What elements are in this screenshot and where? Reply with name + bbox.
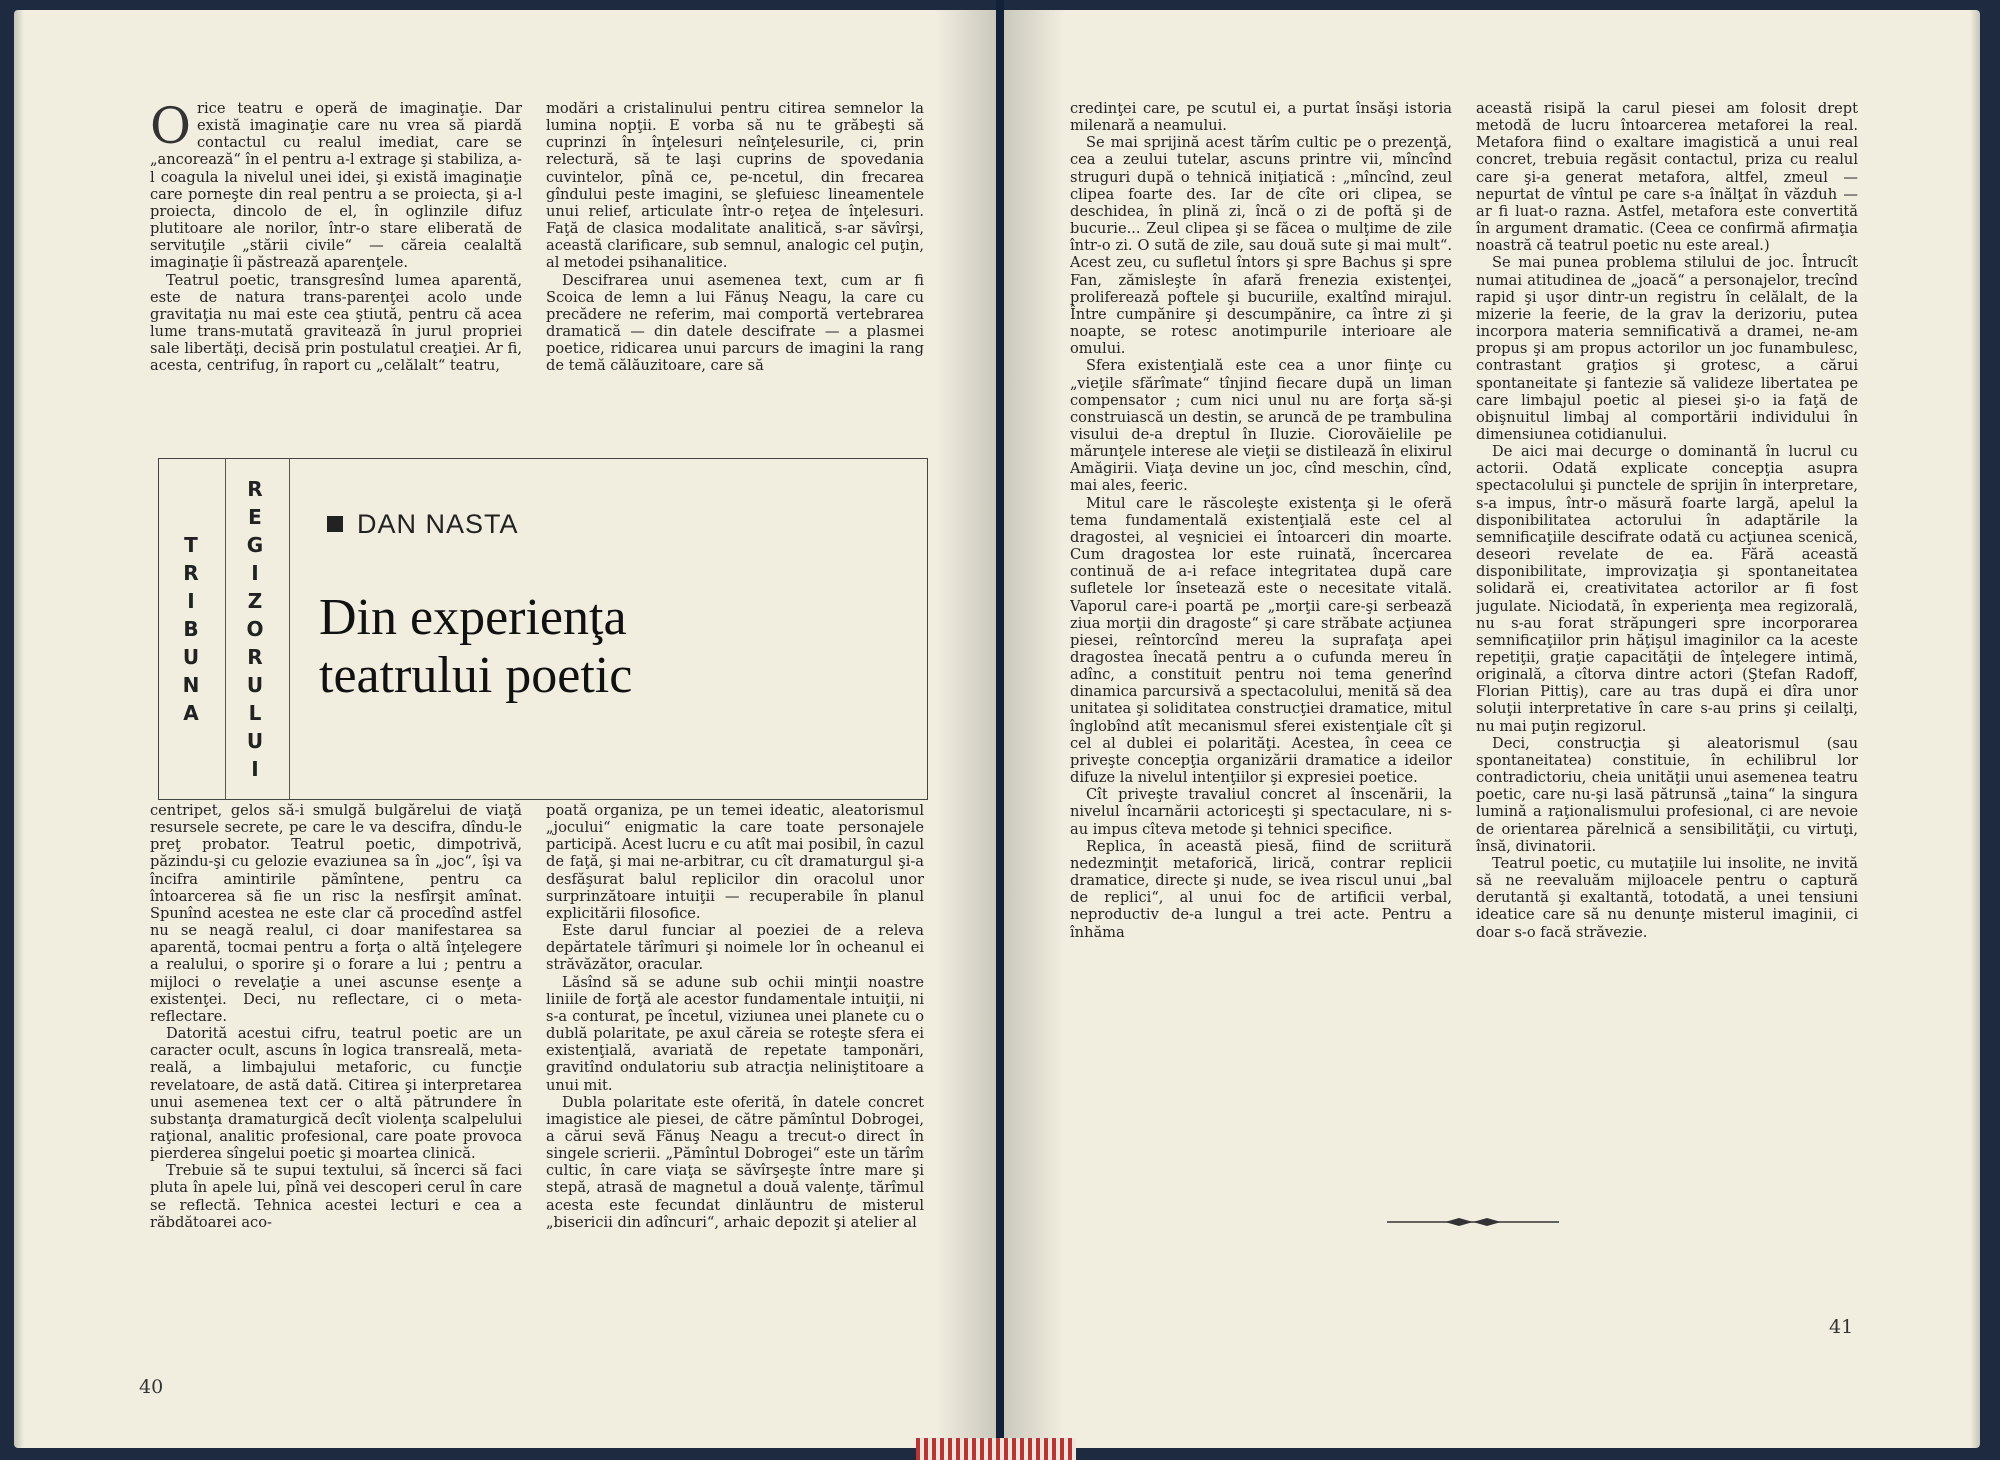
paragraph — [546, 802, 924, 922]
vertical-letter: T — [184, 533, 198, 557]
paragraph — [546, 974, 924, 1094]
vertical-letter: B — [183, 617, 199, 641]
paragraph — [150, 1162, 522, 1231]
drop-cap: O — [150, 100, 191, 155]
author-name-text: DAN NASTA — [357, 509, 519, 539]
page-number-right: 41 — [1829, 1316, 1854, 1338]
paragraph — [1070, 786, 1452, 837]
left-bottom-column-1 — [150, 802, 522, 1350]
paragraph-text: Cît priveşte travaliul concret al înscenării, la nivelul încarnării actoriceşti şi spectaculare, ni s-au impus cîteva metode şi tehnici specifice. — [1070, 786, 1452, 838]
paragraph-text: modări a cristalinului pentru citirea semnelor la lumina nopţii. E vorba să nu te grăbeşti să cuprinzi în înţelesuri neînţelesurile, ci, prin relectură, să te laşi cuprins de spovedania cuvintelor, pînă ce, pe-ncetul, din frecarea gîndului peste imagini, se şlefuiesc lineamentele unui relief, articulate într-o reţea de înţelesuri. Faţă de clasica modalitate analitică, s-ar săvîrşi, această clarificare, sub semnul, analogic cel puţin, al metodei psihanalitice. — [546, 100, 924, 272]
paragraph — [1476, 254, 1858, 443]
vertical-letter: U — [246, 673, 264, 697]
vertical-word-tribuna — [179, 531, 203, 727]
page-edge-shadow — [14, 10, 24, 1448]
paragraph-text: Dubla polaritate este oferită, în datele concret imagistice ale piesei, de către pămîntul Dobrogei, a cărui sevă Fănuş Neagu a trecut-o direct în singele scrierii. „Pămîntul Dobrogei“ este un tărîm cultic, în care viaţa se săvîrşeşte între mare şi stepă, atrasă de magnetul a două valenţe, tărîmul acesta este fecundat dinlăuntru de misterul „bisericii din adîncuri“, arhaic depozit şi atelier al — [546, 1093, 924, 1231]
paragraph-text: Sfera existenţială este cea a unor fiinţe cu „vieţile sfărîmate“ tînjind fiecare după un liman compensator ; cum nici unul nu are forţa să-şi construiască un destin, se aruncă de pe trambulina visului de-a dreptul în Iluzie. Ciorovăielile pe mărunţele interese ale vieţii se distilează în elixirul Amăgirii. Viaţa devine un joc, cînd meschin, cînd, mai ales, feeric. — [1070, 357, 1452, 495]
title-line-1: Din experienţa — [319, 589, 627, 646]
paragraph-text: Mitul care le răscoleşte existenţa şi le oferă tema fundamentală existenţială este cel al dragostei, al veşniciei ei întoarceri din moarte. Cum dragostea lor este ruinată, încercarea continuă de a-i reface integritatea după care sufletele lor însetează este o necesitate vitală. Vaporul care-i poartă pe „morţii care-şi serbează ziua morţii din dragoste“ şi care străbate acţiunea piesei, reîntorcînd mereu la suprafaţa apei dragostea înecată pentru a o cufunda mereu în adînc, a constituit pentru noi tema generînd dinamica parcursivă a spectacolului, menită să dea unitatea şi soliditatea construcţiei dramatice, mitul înglobînd atît mecanismul sferei existenţiale cît şi cel al dublei ei polarităţi. Acestea, în ceea ce priveşte concepţia organizării dramatice a ideilor difuze la nivelul intenţiilor şi expresiei poetice. — [1070, 494, 1452, 787]
vertical-letter: I — [251, 561, 259, 585]
vertical-letter: R — [247, 477, 263, 501]
paragraph-text: centripet, gelos să-i smulgă bulgărelui de viaţă resursele secrete, pe care le va descifra, dîndu-le preţ probator. Teatrul poetic, dimpotrivă, păzindu-şi cu gelozie evaziunea sa în „joc“, îşi va încifra amintirile pămîntene, pentru ca întoarcerea să fie un risc la nesfîrşit amînat. Spunînd acestea ne este clar că procedînd astfel nu se neagă realul, ci doar manifestarea sa aparentă, tocmai pentru a forţa o altă înţelegere a realului, o sporire şi o forare a lui ; pentru a mijloci o revelaţie a unei ascunse esenţe a existenţei. Deci, nu reflectare, ci o meta-reflectare. — [150, 802, 522, 1025]
paragraph-text: Descifrarea unui asemenea text, cum ar fi Scoica de lemn a lui Fănuş Neagu, la care cu precădere ne referim, mai comportă vertebrarea dramatică — din datele descifrate — a plasmei poetice, ridicarea unui parcurs de imagini la rang de temă călăuzitoare, care să — [546, 271, 924, 375]
paragraph — [150, 802, 522, 1025]
paragraph — [1070, 357, 1452, 494]
vertical-letter: A — [183, 701, 199, 725]
vertical-letter: E — [248, 505, 262, 529]
paragraph-text: Se mai punea problema stilului de joc. Întrucît numai atitudinea de „joacă“ a personajelor, trecînd rapid şi uşor dintr-un registru în celălalt, de la mizerie la feerie, de la grav la derizoriu, putea incorpora materia semnificativă a dramei, ne-am propus şi am propus actorilor un joc funambulesc, contrastant graţios şi grotesc, a cărui spontaneitate şi fantezie să valideze libertatea pe care limbajul poetic al piesei şi-o ia faţă de obişnuitul limbaj al comportării individului în dimensiunea cotidianului. — [1476, 254, 1858, 443]
paragraph — [1476, 443, 1858, 735]
ornament-divider — [1387, 1215, 1559, 1229]
title-box-divider — [289, 459, 290, 799]
paragraph — [1476, 100, 1858, 254]
vertical-letter: Z — [247, 589, 263, 613]
author-name — [327, 509, 519, 540]
left-page — [14, 10, 996, 1448]
paragraph-text: Teatrul poetic, cu mutaţiile lui insolite, ne invită să ne reevaluăm mijloacele pentru o captură derutantă şi exaltantă, totodată, a unei tensiuni ideatice care să nu denunţe misterul imaginii, ci doar s-o facă străvezie. — [1476, 854, 1858, 941]
vertical-letter: R — [247, 645, 263, 669]
right-page — [1004, 10, 1980, 1448]
paragraph-text: poată organiza, pe un temei ideatic, aleatorismul „jocului“ enigmatic la care toate personajele participă. Acest lucru e cu atît mai posibil, în cazul de faţă, şi mai ne-arbitrar, cu cît dramaturgul şi-a desfăşurat balul replicilor din oracolul unor surprinzătoare intuiţii — recuperabile în planul explicitării filosofice. — [546, 802, 924, 922]
vertical-letter: N — [182, 673, 200, 697]
right-column-2 — [1476, 100, 1858, 1180]
vertical-word-regizorului — [243, 475, 267, 783]
vertical-letter: G — [246, 533, 264, 557]
bookmark-ribbon — [916, 1438, 1076, 1460]
square-bullet-icon — [327, 516, 343, 532]
gutter-shadow — [1004, 10, 1064, 1448]
vertical-letter: I — [251, 757, 259, 781]
paragraph — [1476, 735, 1858, 855]
vertical-letter: L — [248, 701, 262, 725]
paragraph — [150, 272, 522, 375]
paragraph-text: Se mai sprijină acest tărîm cultic pe o prezenţă, cea a zeului tutelar, ascuns printre vii, mîncînd struguri după o tehnică iniţiatică : „mîncînd, zeul clipea foarte des. Iar de cîte ori clipea, se deschidea, în plină zi, încă o zi de poftă şi de bucurie... Zeul clipea şi se făcea o mulţime de zile într-o zi. O sută de zile, sau două sute şi mai mult“. Acest zeu, cu sufletul întors şi spre Bachus şi spre Fan, zămisleşte în afară frenezia existenţei, prolifereazǎ poftele şi bucuriile, exaltînd mirajul. Între cumpănire şi descumpănire, ca între zi şi noapte, se rotesc anotimpurile interioare ale omului. — [1070, 134, 1452, 358]
paragraph-text: Datorită acestui cifru, teatrul poetic are un caracter ocult, ascuns în logica transreală, meta-reală, a limbajului metaforic, cu funcţie revelatoare, de astă dată. Citirea şi interpretarea unui asemenea text cer o altă pătrundere în substanţa dramaturgică decît violenţa scalpelului raţional, analitic profesional, care poate provoca pierderea sîngelui poetic şi moartea clinică. — [150, 1025, 522, 1163]
vertical-letter: O — [246, 617, 264, 641]
title-line-2: teatrului poetic — [319, 647, 633, 704]
paragraph-text: Este darul funciar al poeziei de a releva depărtatele tărîmuri şi noimele lor în ocheanul ei străvăzător, oracular. — [546, 922, 924, 974]
paragraph — [546, 100, 924, 272]
left-top-column-1 — [150, 100, 522, 452]
paragraph-text: rice teatru e operă de imaginaţie. Dar există imaginaţie care nu vrea să piardă contactul cu realul imediat, care se „ancorează“ în el pentru a-l extrage şi stabiliza, a-l coagula la nivelul unei idei, şi există imaginaţie care porneşte din real pentru a se proiecta, şi a-l proiecta, dincolo de el, în oglinzile difuz plutitoare ale norilor, într-o stare eliberată de servituţile „stării civile“ — căreia cealaltă imaginaţie îi păstrează aparenţele. — [150, 100, 522, 272]
paragraph — [1070, 134, 1452, 357]
paragraph-text: De aici mai decurge o dominantă în lucrul cu actorii. Odată explicate concepţia asupra spectacolului şi punctele de sprijin în interpretare, s-a impus, într-o măsură foarte largă, apelul la disponibilitatea actorului în adaptările la semnificaţiile descifrate odată cu acţiunea scenică, deseori revelate de ea. Fără această disponibilitate, improvizaţia şi spontaneitatea solidară ei, creativitatea actorilor ar fi fost jugulate. Niciodată, în experienţa mea regizorală, nu s-au forat străpungeri spre incorporarea semnificaţiilor prin hăţişul imaginilor ca la aceste repetiţii, graţie capacităţii de înţelegere intimă, originală, a cîtorva dintre actori (Ştefan Radoff, Florian Pittiş), care au tras după ei dîra unor soluţii interpretative în care s-au prins şi ceilalţi, nu mai puţin regizorul. — [1476, 443, 1858, 735]
vertical-letter: I — [187, 589, 195, 613]
paragraph-text: Replica, în această piesă, fiind de scriitură nedezminţit metaforică, lirică, contrar replicii dramatice, directe şi nude, se ivea riscul unui „bal de replici“, al unui foc de artificii verbal, neproductiv de-a lungul a trei acte. Pentru a înhăma — [1070, 837, 1452, 941]
book-spine — [996, 0, 1004, 1460]
page-edge-shadow — [1970, 10, 1980, 1448]
paragraph — [1476, 855, 1858, 941]
article-title-box — [158, 458, 928, 800]
paragraph-text: Lăsînd să se adune sub ochii minţii noastre liniile de forţă ale acestor fundamentale intuiţii, ni s-a conturat, pe încetul, viziunea unei planete cu o dublă polaritate, pe axul căreia se roteşte sfera ei existenţială, avariată de repetate tamponări, gravitînd ondulatoriu sub atracţia neliniştitoare a unui mit. — [546, 973, 924, 1094]
paragraph — [1070, 495, 1452, 787]
title-box-divider — [225, 459, 226, 799]
paragraph — [1070, 100, 1452, 134]
page-number-left: 40 — [139, 1376, 164, 1398]
gutter-shadow — [936, 10, 996, 1448]
article-title — [319, 589, 632, 705]
paragraph-text: Deci, construcţia şi aleatorismul (sau spontaneitatea) constituie, în echilibrul lor contradictoriu, cheia unităţii unui asemenea teatru poetic, care nu-şi lasă pătrunsă „taina“ la singura lumină a raţionalismului profesional, ci are nevoie de orientarea părelnică a sensibilităţii, cu virtuţi, însă, divinatorii. — [1476, 734, 1858, 855]
paragraph — [546, 922, 924, 973]
left-bottom-column-2 — [546, 802, 924, 1350]
paragraph-text: această risipă la carul piesei am folosit drept metodă de lucru întoarcerea metaforei la real. Metafora fiind o exaltare imagistică a unui real concret, trebuia regăsit contactul, priza cu realul care şi-a generat metafora, altfel, zmeul — nepurtat de vîntul pe care s-a înălţat în văzduh — ar fi luat-o razna. Astfel, metafora este convertită în argument dramatic. (Ceea ce confirmă afirmaţia noastră că teatrul poetic nu este areal.) — [1476, 100, 1858, 255]
paragraph — [546, 1094, 924, 1231]
vertical-letter: U — [246, 729, 264, 753]
paragraph-text: credinţei care, pe scutul ei, a purtat însăşi istoria milenară a neamului. — [1070, 100, 1452, 135]
paragraph — [546, 272, 924, 375]
vertical-letter: R — [183, 561, 199, 585]
paragraph-text: Trebuie să te supui textului, să încerci să faci pluta în apele lui, pînă vei descoperi cerul în care se reflectă. Tehnica acestei lecturi e cea a răbdătoarei aco- — [150, 1162, 522, 1231]
paragraph — [1070, 838, 1452, 941]
right-column-1 — [1070, 100, 1452, 1180]
paragraph — [150, 1025, 522, 1162]
left-top-column-2 — [546, 100, 924, 452]
paragraph-text: Teatrul poetic, transgresînd lumea aparentă, este de natura trans-parenţei acolo unde gravitaţia nu mai este cea ştiută, pentru că acea lume trans-mutată gravitează în jurul propriei sale libertăţi, decisă prin postulatul creaţiei. Ar fi, acesta, centrifug, în raport cu „celălalt“ teatru, — [150, 271, 522, 375]
vertical-letter: U — [182, 645, 200, 669]
paragraph — [150, 100, 522, 272]
